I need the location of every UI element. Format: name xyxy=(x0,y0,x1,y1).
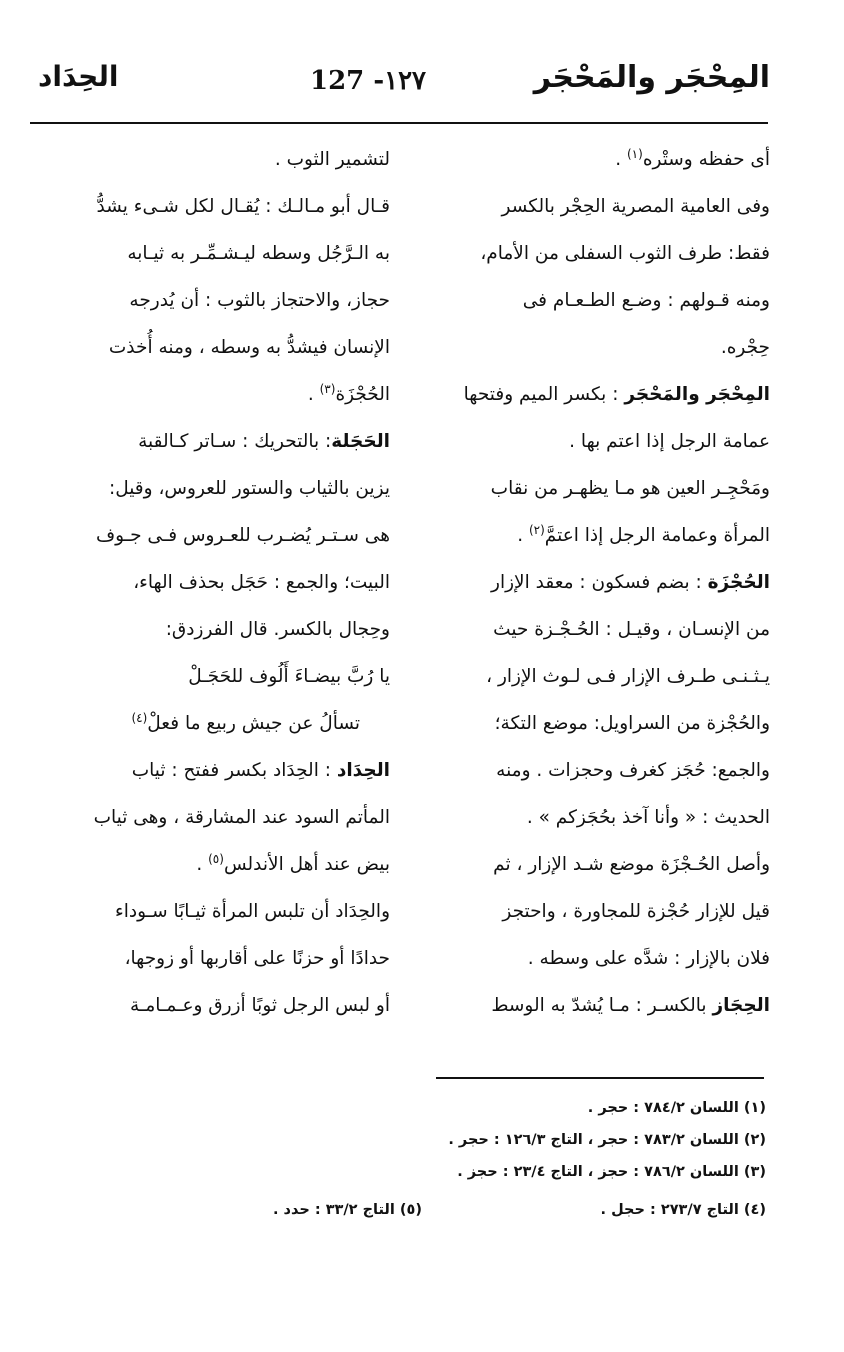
line-text: الحديث : « وأنا آخذ بحُجَزكم » . xyxy=(526,807,770,828)
text-line xyxy=(420,657,770,704)
text-line xyxy=(420,798,770,845)
line-text: المرأة وعمامة الرجل إذا اعتمَّ xyxy=(544,525,770,546)
line-text: بيض عند أهل الأندلس xyxy=(223,854,390,875)
line-text: أى حفظه وستْره xyxy=(642,149,770,170)
left-column xyxy=(30,140,390,1033)
line-text: المأتم السود عند المشارقة ، وهى ثياب xyxy=(93,807,390,828)
text-line xyxy=(30,469,390,516)
text-line xyxy=(420,140,770,187)
line-text: يزين بالثياب والستور للعروس، وقيل: xyxy=(108,478,390,499)
line-end-punct: . xyxy=(615,149,627,170)
text-line xyxy=(30,845,390,892)
line-text: وفى العامية المصرية الحِجْر بالكسر xyxy=(501,196,770,217)
text-line xyxy=(420,187,770,234)
footnote-3: (٣) اللسان ٧٨٦/٢ : حجز ، التاج ٢٣/٤ : حجز . xyxy=(457,1164,766,1180)
text-line xyxy=(30,704,390,751)
line-text: أو لبس الرجل ثوبًا أزرق وعـمـامـة xyxy=(130,995,390,1016)
footnote-5: (٥) التاج ٣٣/٢ : حدد . xyxy=(272,1202,422,1218)
text-line xyxy=(30,375,390,422)
text-line xyxy=(30,563,390,610)
line-text: فقط: طرف الثوب السفلى من الأمام، xyxy=(480,243,770,264)
line-end-punct: . xyxy=(307,384,320,405)
footnote-2: (٢) اللسان ٧٨٣/٢ : حجر ، التاج ١٢٦/٣ : حجر . xyxy=(448,1132,766,1148)
line-text: يـثـنـى طـرف الإزار فـى لـوث الإزار ، xyxy=(486,666,770,687)
right-column xyxy=(420,140,770,1033)
footnote-ref: (١) xyxy=(626,146,643,161)
line-text: قيل للإزار حُجْزة للمجاورة ، واحتجز xyxy=(502,901,770,922)
footnote-4: (٤) التاج ٢٧٣/٧ : حجل . xyxy=(600,1202,766,1218)
text-line xyxy=(420,469,770,516)
header-rule xyxy=(30,122,768,124)
line-text: من الإنسـان ، وقيـل : الحُـجْـزة حيث xyxy=(493,619,770,640)
line-text: الإنسان فيشدُّ به وسطه ، ومنه أُخذت xyxy=(108,337,390,358)
line-text: هى سـتـر يُضـرب للعـروس فـى جـوف xyxy=(95,525,390,546)
line-text: الحُجْزَة xyxy=(335,384,390,405)
line-text: : بالتحريك : سـاتر كـالقبة xyxy=(138,431,332,452)
line-text: بالكسـر : مـا يُشدّ به الوسط xyxy=(491,995,713,1016)
line-text: وأصل الحُـجْزَة موضع شـد الإزار ، ثم xyxy=(493,854,770,875)
text-line xyxy=(30,610,390,657)
line-text: : بضم فسكون : معقد الإزار xyxy=(491,572,708,593)
text-line xyxy=(420,704,770,751)
text-line xyxy=(30,422,390,469)
text-line xyxy=(30,140,390,187)
text-line xyxy=(30,798,390,845)
footnote-1: (١) اللسان ٧٨٤/٢ : حجر . xyxy=(587,1100,766,1116)
line-text: البيت؛ والجمع : حَجَل بحذف الهاء، xyxy=(133,572,390,593)
text-line xyxy=(30,516,390,563)
text-line xyxy=(420,234,770,281)
line-text: : الحِدَاد بكسر ففتح : ثياب xyxy=(131,760,337,781)
footnote-ref: (٢) xyxy=(528,522,545,537)
text-line xyxy=(420,986,770,1033)
line-text: والحُجْزة من السراويل: موضع التكة؛ xyxy=(494,713,770,734)
page-header xyxy=(30,60,770,118)
text-line xyxy=(420,328,770,375)
line-text: والحِدَاد أن تلبس المرأة ثيـابًا سـوداء xyxy=(115,901,390,922)
footnote-ref: (٣) xyxy=(319,381,336,396)
entry-headword: الحَجَلة xyxy=(331,431,390,452)
text-line xyxy=(30,234,390,281)
entry-headword: الحِجَاز xyxy=(712,995,770,1016)
header-entry-title: المِحْجَر والمَحْجَر xyxy=(533,60,770,95)
line-text: ومَحْجِـر العين هو مـا يظهـر من نقاب xyxy=(490,478,770,499)
text-line xyxy=(30,328,390,375)
header-last-entry: الحِدَاد xyxy=(38,60,119,93)
entry-headword: الحِدَاد xyxy=(336,760,390,781)
line-text: يا رُبَّ بيضـاءَ أَلُوف للحَجَـلْ xyxy=(188,666,390,687)
text-line xyxy=(420,281,770,328)
line-text: به الـرَّجُل وسطه ليـشـمِّـر به ثيـابه xyxy=(127,243,390,264)
text-line xyxy=(420,422,770,469)
text-line xyxy=(420,610,770,657)
entry-headword: المِحْجَر والمَحْجَر xyxy=(624,384,770,405)
line-text: ومنه قـولهم : وضـع الطـعـام فى xyxy=(522,290,770,311)
text-line xyxy=(30,939,390,986)
entry-headword: الحُجْزَة xyxy=(707,572,770,593)
line-text: عمامة الرجل إذا اعتم بها . xyxy=(569,431,770,452)
text-line xyxy=(30,892,390,939)
text-line xyxy=(30,657,390,704)
line-text: حِجْره. xyxy=(720,337,770,358)
footnote-rule xyxy=(436,1077,764,1079)
footnote-ref: (٤) xyxy=(131,710,148,725)
text-line xyxy=(420,563,770,610)
text-line xyxy=(30,281,390,328)
line-text: والجمع: حُجَز كغرف وحجزات . ومنه xyxy=(496,760,770,781)
line-end-punct: . xyxy=(517,525,529,546)
text-line xyxy=(30,751,390,798)
line-text: وحِجال بالكسر. قال الفرزدق: xyxy=(165,619,390,640)
line-end-punct: . xyxy=(196,854,209,875)
text-line xyxy=(420,892,770,939)
line-text: حجاز، والاحتجاز بالثوب : أن يُدرجه xyxy=(129,290,390,311)
text-line xyxy=(420,375,770,422)
line-text: تسألُ عن جيش ربيع ما فعلْ xyxy=(147,713,360,734)
footnote-ref: (٥) xyxy=(208,851,224,866)
text-line xyxy=(420,939,770,986)
text-line xyxy=(30,986,390,1033)
line-text: حدادًا أو حزنًا على أقاربها أو زوجها، xyxy=(124,948,390,969)
text-line xyxy=(420,516,770,563)
text-line xyxy=(420,751,770,798)
line-text: : بكسر الميم وفتحها xyxy=(463,384,625,405)
line-text: فلان بالإزار : شدَّه على وسطه . xyxy=(527,948,770,969)
page-number: 127 -١٢٧ xyxy=(310,66,427,96)
line-text: لتشمير الثوب . xyxy=(274,149,390,170)
text-line xyxy=(30,187,390,234)
text-line xyxy=(420,845,770,892)
line-text: قـال أبو مـالـك : يُقـال لكل شـىء يشدُّ xyxy=(96,196,390,217)
